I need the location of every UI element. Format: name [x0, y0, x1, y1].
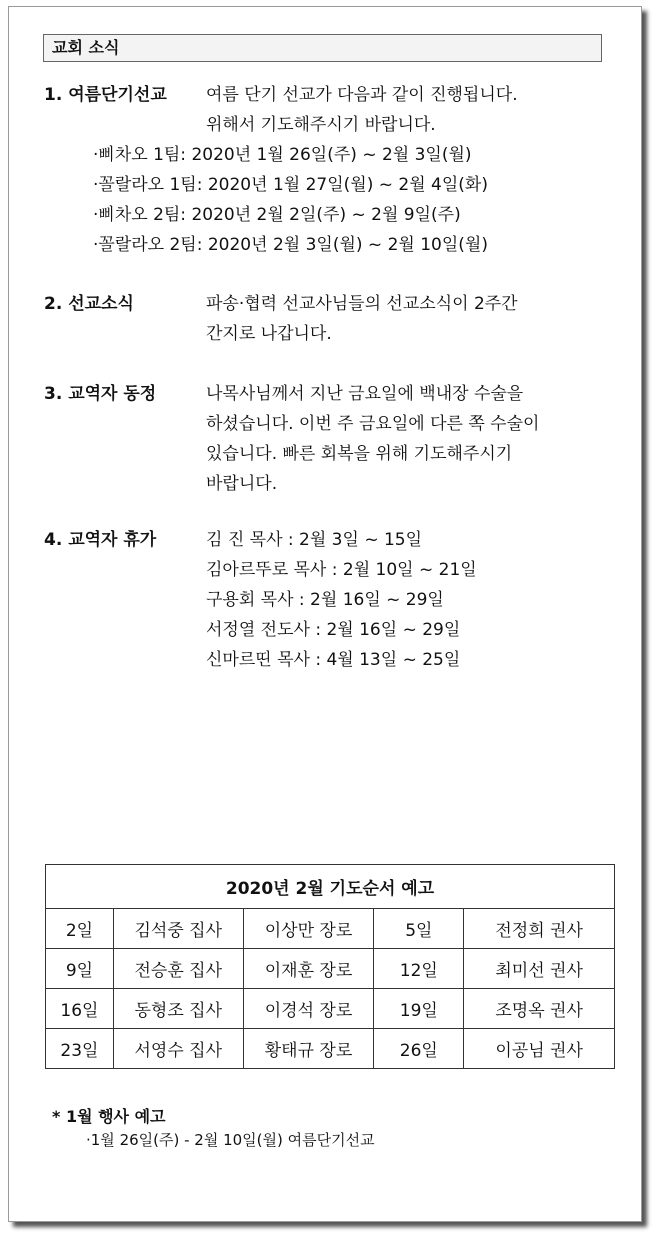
- vacation-line: 김아르뚜로 목사 : 2월 10일 ~ 21일: [206, 560, 477, 580]
- table-cell: 9일: [46, 949, 114, 989]
- table-cell: 이공님 권사: [464, 1029, 615, 1069]
- vacation-line: 서정열 전도사 : 2월 16일 ~ 29일: [206, 620, 461, 640]
- table-cell: 최미선 권사: [464, 949, 615, 989]
- table-cell: 2일: [46, 909, 114, 949]
- table-cell: 16일: [46, 989, 114, 1029]
- table-cell: 이상만 장로: [243, 909, 374, 949]
- news-line: 있습니다. 빠른 회복을 위해 기도해주시기: [206, 444, 513, 464]
- news-heading-pastor-status: 3. 교역자 동정: [44, 384, 157, 404]
- table-cell: 김석중 집사: [113, 909, 243, 949]
- mission-team-line: ·꼴랄라오 1팀: 2020년 1월 27일(월) ~ 2월 4일(화): [93, 175, 488, 195]
- table-cell: 동형조 집사: [113, 989, 243, 1029]
- news-line: 파송·협력 선교사님들의 선교소식이 2주간: [206, 294, 518, 314]
- mission-team-line: ·삐차오 2팀: 2020년 2월 2일(주) ~ 2월 9일(주): [93, 205, 461, 225]
- news-line: 나목사님께서 지난 금요일에 백내장 수술을: [206, 384, 524, 404]
- vacation-line: 신마르띤 목사 : 4월 13일 ~ 25일: [206, 650, 461, 670]
- vacation-line: 김 진 목사 : 2월 3일 ~ 15일: [206, 530, 423, 550]
- news-heading-mission-news: 2. 선교소식: [44, 294, 134, 314]
- table-cell: 서영수 집사: [113, 1029, 243, 1069]
- table-row: [46, 1029, 615, 1069]
- news-line: 위해서 기도해주시기 바랍니다.: [206, 115, 436, 135]
- table-cell: 전정희 권사: [464, 909, 615, 949]
- prayer-schedule-table: [45, 864, 615, 1069]
- table-cell: 조명옥 권사: [464, 989, 615, 1029]
- table-row: [46, 909, 615, 949]
- news-line: 여름 단기 선교가 다음과 같이 진행됩니다.: [206, 85, 518, 105]
- news-line: 간지로 나갑니다.: [206, 324, 332, 344]
- news-heading-pastor-vacation: 4. 교역자 휴가: [44, 530, 157, 550]
- table-cell: 이경석 장로: [243, 989, 374, 1029]
- table-cell: 19일: [374, 989, 464, 1029]
- event-notice-title: * 1월 행사 예고: [52, 1107, 166, 1126]
- table-cell: 12일: [374, 949, 464, 989]
- table-cell: 이재훈 장로: [243, 949, 374, 989]
- prayer-table-caption: 2020년 2월 기도순서 예고: [46, 865, 615, 909]
- table-cell: 5일: [374, 909, 464, 949]
- table-cell: 26일: [374, 1029, 464, 1069]
- vacation-line: 구용회 목사 : 2월 16일 ~ 29일: [206, 590, 444, 610]
- table-row: [46, 989, 615, 1029]
- table-row: [46, 949, 615, 989]
- event-notice-line: ·1월 26일(주) - 2월 10일(월) 여름단기선교: [86, 1131, 375, 1149]
- table-cell: 23일: [46, 1029, 114, 1069]
- table-cell: 전승훈 집사: [113, 949, 243, 989]
- news-line: 바랍니다.: [206, 474, 278, 494]
- mission-team-line: ·꼴랄라오 2팀: 2020년 2월 3일(월) ~ 2월 10일(월): [93, 235, 488, 255]
- mission-team-line: ·삐차오 1팀: 2020년 1월 26일(주) ~ 2월 3일(월): [93, 145, 472, 165]
- news-heading-summer-mission: 1. 여름단기선교: [44, 85, 167, 105]
- table-cell: 황태규 장로: [243, 1029, 374, 1069]
- news-line: 하셨습니다. 이번 주 금요일에 다른 쪽 수술이: [206, 414, 540, 434]
- section-title: 교회 소식: [43, 34, 602, 62]
